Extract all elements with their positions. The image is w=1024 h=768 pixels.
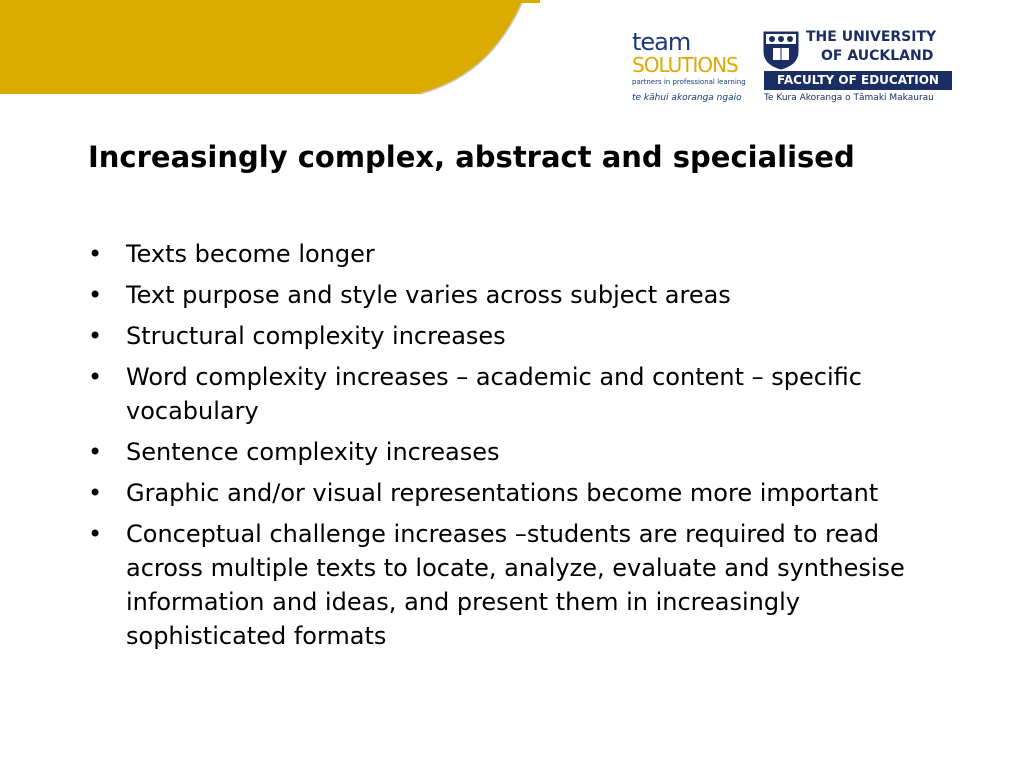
bullet-item bbox=[88, 360, 928, 428]
bullet-text: Conceptual challenge increases –students are required to read across multiple texts to locate, analyze, evaluate and synthesise information and ideas, and present them in increasingly sophisticated formats bbox=[126, 520, 905, 650]
bullet-dot-icon: • bbox=[88, 520, 103, 548]
bullet-dot-icon: • bbox=[88, 479, 103, 507]
team-solutions-logo-word2: SOLUTIONS bbox=[632, 53, 738, 77]
bullet-dot-icon: • bbox=[88, 281, 103, 309]
university-crest-icon bbox=[762, 30, 800, 70]
bullet-dot-icon: • bbox=[88, 363, 103, 391]
university-logo bbox=[762, 28, 960, 108]
bullet-item bbox=[88, 278, 928, 312]
bullet-dot-icon: • bbox=[88, 322, 103, 350]
bullet-list bbox=[88, 237, 928, 660]
university-name-line1: THE UNIVERSITY bbox=[806, 29, 937, 45]
university-name-line2: OF AUCKLAND bbox=[821, 48, 934, 64]
corner-decoration bbox=[0, 0, 540, 100]
bullet-item bbox=[88, 476, 928, 510]
bullet-item bbox=[88, 435, 928, 469]
bullet-dot-icon: • bbox=[88, 438, 103, 466]
team-solutions-maori-tagline: te kāhui akoranga ngaio bbox=[632, 93, 742, 103]
bullet-text: Sentence complexity increases bbox=[126, 438, 500, 466]
bullet-text: Structural complexity increases bbox=[126, 322, 506, 350]
faculty-banner: FACULTY OF EDUCATION bbox=[764, 71, 952, 90]
bullet-text: Graphic and/or visual representations become more important bbox=[126, 479, 879, 507]
bullet-dot-icon: • bbox=[88, 240, 103, 268]
university-maori-name: Te Kura Akoranga o Tāmaki Makaurau bbox=[764, 93, 934, 103]
team-solutions-tagline: partners in professional learning bbox=[632, 78, 746, 86]
team-solutions-logo bbox=[632, 30, 752, 108]
bullet-item bbox=[88, 319, 928, 353]
slide-title: Increasingly complex, abstract and specialised bbox=[88, 140, 855, 174]
team-solutions-logo-word1: team bbox=[632, 28, 691, 56]
bullet-text: Word complexity increases – academic and content – specific vocabulary bbox=[126, 363, 862, 425]
bullet-item bbox=[88, 237, 928, 271]
bullet-text: Texts become longer bbox=[126, 240, 375, 268]
bullet-item bbox=[88, 517, 928, 653]
bullet-text: Text purpose and style varies across subject areas bbox=[126, 281, 731, 309]
